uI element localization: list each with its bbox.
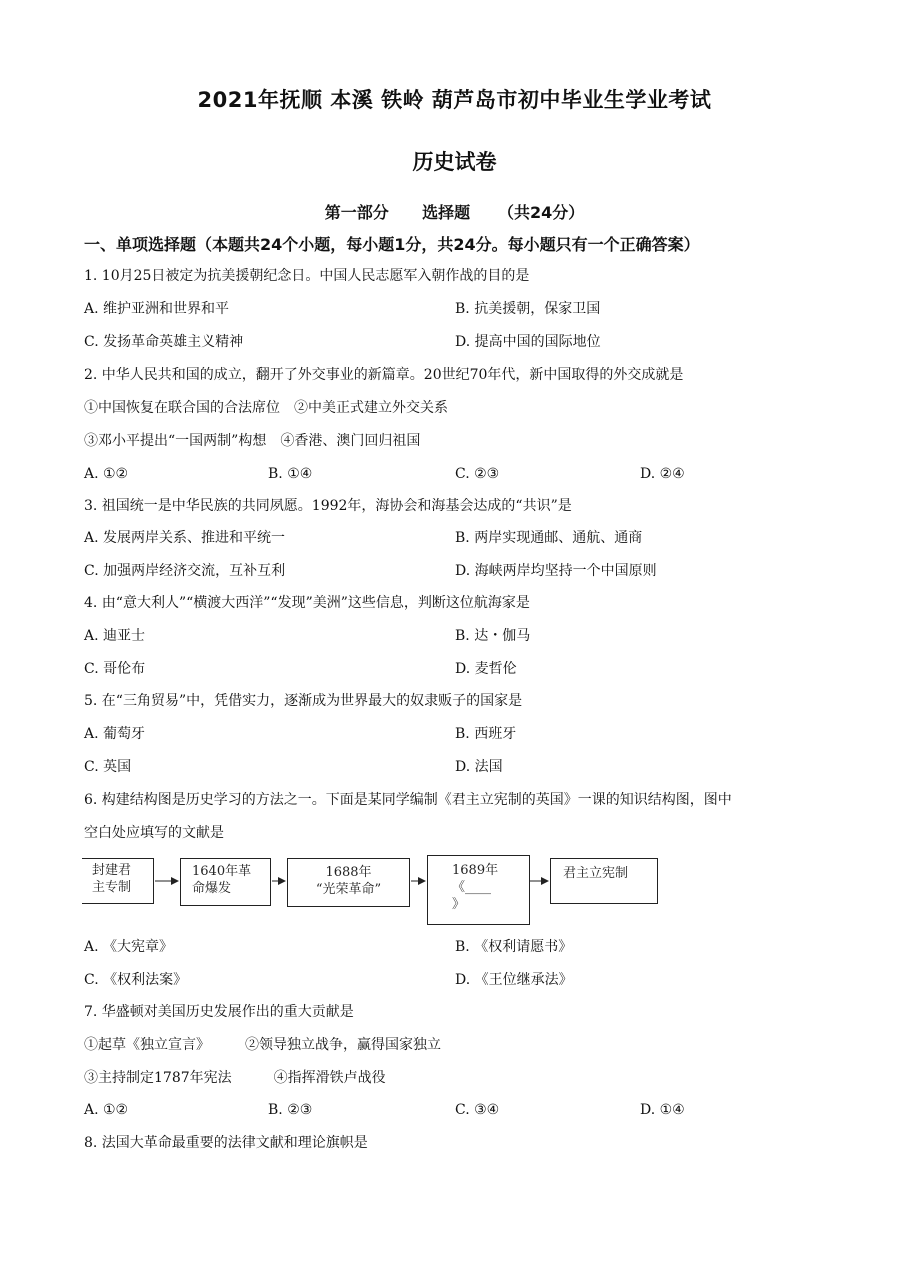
flow-box-constitutional-monarchy bbox=[550, 858, 658, 904]
exam-subtitle: 历史试卷 bbox=[412, 150, 497, 174]
flow-box-glorious-revolution bbox=[287, 858, 410, 907]
question-6-option-a: A. 《大宪章》 bbox=[84, 939, 174, 955]
question-7-item-line-2: ③主持制定1787年宪法 ④指挥滑铁卢战役 bbox=[84, 1070, 386, 1086]
question-7-option-d: D. ①④ bbox=[640, 1102, 685, 1118]
question-2-item-line-1: ①中国恢复在联合国的合法席位 ②中美正式建立外交关系 bbox=[84, 400, 448, 416]
question-4-option-c: C. 哥伦布 bbox=[84, 661, 146, 677]
question-2-item-line-2: ③邓小平提出“一国两制”构想 ④香港、澳门回归祖国 bbox=[84, 433, 421, 449]
part-heading bbox=[0, 200, 909, 223]
question-3-option-b: B. 两岸实现通邮、通航、通商 bbox=[455, 530, 643, 546]
part-name: 选择题 bbox=[422, 203, 471, 222]
question-5-option-a: A. 葡萄牙 bbox=[84, 726, 146, 742]
question-4-stem: 4. 由“意大利人”“横渡大西洋”“发现”美洲”这些信息，判断这位航海家是 bbox=[84, 595, 530, 611]
flow-box-1-line-2: 主专制 bbox=[92, 880, 132, 895]
question-1-option-d: D. 提高中国的国际地位 bbox=[455, 334, 601, 350]
question-1-option-a: A. 维护亚洲和世界和平 bbox=[84, 301, 230, 317]
question-8-stem: 8. 法国大革命最重要的法律文献和理论旗帜是 bbox=[84, 1135, 368, 1151]
question-4-option-d: D. 麦哲伦 bbox=[455, 661, 517, 677]
flow-box-4-line-2: 《____ bbox=[452, 880, 492, 895]
flow-box-5-line-1: 君主立宪制 bbox=[563, 866, 629, 881]
question-6-option-c: C. 《权利法案》 bbox=[84, 972, 188, 988]
question-3-stem: 3. 祖国统一是中华民族的共同夙愿。1992年，海协会和海基会达成的“共识”是 bbox=[84, 498, 572, 514]
part-points: （共24分） bbox=[498, 203, 585, 222]
question-5-stem: 5. 在“三角贸易”中，凭借实力，逐渐成为世界最大的奴隶贩子的国家是 bbox=[84, 693, 523, 709]
question-7-stem: 7. 华盛顿对美国历史发展作出的重大贡献是 bbox=[84, 1004, 354, 1020]
question-1-option-b: B. 抗美援朝，保家卫国 bbox=[455, 301, 601, 317]
question-2-option-a: A. ①② bbox=[84, 466, 129, 482]
flow-box-2-line-1: 1640年革 bbox=[192, 864, 252, 879]
question-7-option-a: A. ①② bbox=[84, 1102, 129, 1118]
question-7-item-line-1: ①起草《独立宣言》 ②领导独立战争，赢得国家独立 bbox=[84, 1037, 441, 1053]
question-2-stem: 2. 中华人民共和国的成立，翻开了外交事业的新篇章。20世纪70年代，新中国取得的外交成就是 bbox=[84, 367, 684, 383]
question-6-option-d: D. 《王位继承法》 bbox=[455, 972, 573, 988]
question-3-option-a: A. 发展两岸关系、推进和平统一 bbox=[84, 530, 286, 546]
question-7-option-b: B. ②③ bbox=[268, 1102, 313, 1118]
flow-box-3-line-1: 1688年 bbox=[325, 865, 372, 880]
question-6-stem-line-1: 6. 构建结构图是历史学习的方法之一。下面是某同学编制《君主立宪制的英国》一课的知识结构图，图中 bbox=[84, 792, 732, 808]
flow-box-2-line-2: 命爆发 bbox=[192, 881, 232, 896]
flow-box-feudal-monarchy bbox=[82, 858, 154, 904]
question-1-option-c: C. 发扬革命英雄主义精神 bbox=[84, 334, 244, 350]
part-label: 第一部分 bbox=[324, 203, 389, 222]
question-5-option-d: D. 法国 bbox=[455, 759, 503, 775]
flow-box-1-line-1: 封建君 bbox=[92, 863, 132, 878]
question-4-option-a: A. 迪亚士 bbox=[84, 628, 146, 644]
question-5-option-b: B. 西班牙 bbox=[455, 726, 517, 742]
question-2-option-d: D. ②④ bbox=[640, 466, 685, 482]
question-7-option-c: C. ③④ bbox=[455, 1102, 500, 1118]
question-1-stem: 1. 10月25日被定为抗美援朝纪念日。中国人民志愿军入朝作战的目的是 bbox=[84, 268, 530, 284]
exam-title: 2021年抚顺 本溪 铁岭 葫芦岛市初中毕业生学业考试 bbox=[197, 88, 712, 112]
section-heading: 一、单项选择题（本题共24个小题，每小题1分，共24分。每小题只有一个正确答案） bbox=[84, 235, 700, 254]
question-2-option-b: B. ①④ bbox=[268, 466, 313, 482]
question-6-option-b: B. 《权利请愿书》 bbox=[455, 939, 573, 955]
question-3-option-c: C. 加强两岸经济交流，互补互利 bbox=[84, 563, 286, 579]
flow-box-4-line-3: 》 bbox=[452, 897, 466, 912]
question-2-option-c: C. ②③ bbox=[455, 466, 500, 482]
flow-box-1640-revolution bbox=[180, 858, 271, 906]
question-4-option-b: B. 达・伽马 bbox=[455, 628, 531, 644]
flow-box-1689-blank bbox=[427, 855, 530, 925]
question-3-option-d: D. 海峡两岸均坚持一个中国原则 bbox=[455, 563, 657, 579]
flow-box-3-line-2: “光荣革命” bbox=[315, 882, 382, 897]
question-6-stem-line-2: 空白处应填写的文献是 bbox=[84, 825, 224, 841]
flow-box-4-line-1: 1689年 bbox=[452, 863, 499, 878]
question-5-option-c: C. 英国 bbox=[84, 759, 132, 775]
